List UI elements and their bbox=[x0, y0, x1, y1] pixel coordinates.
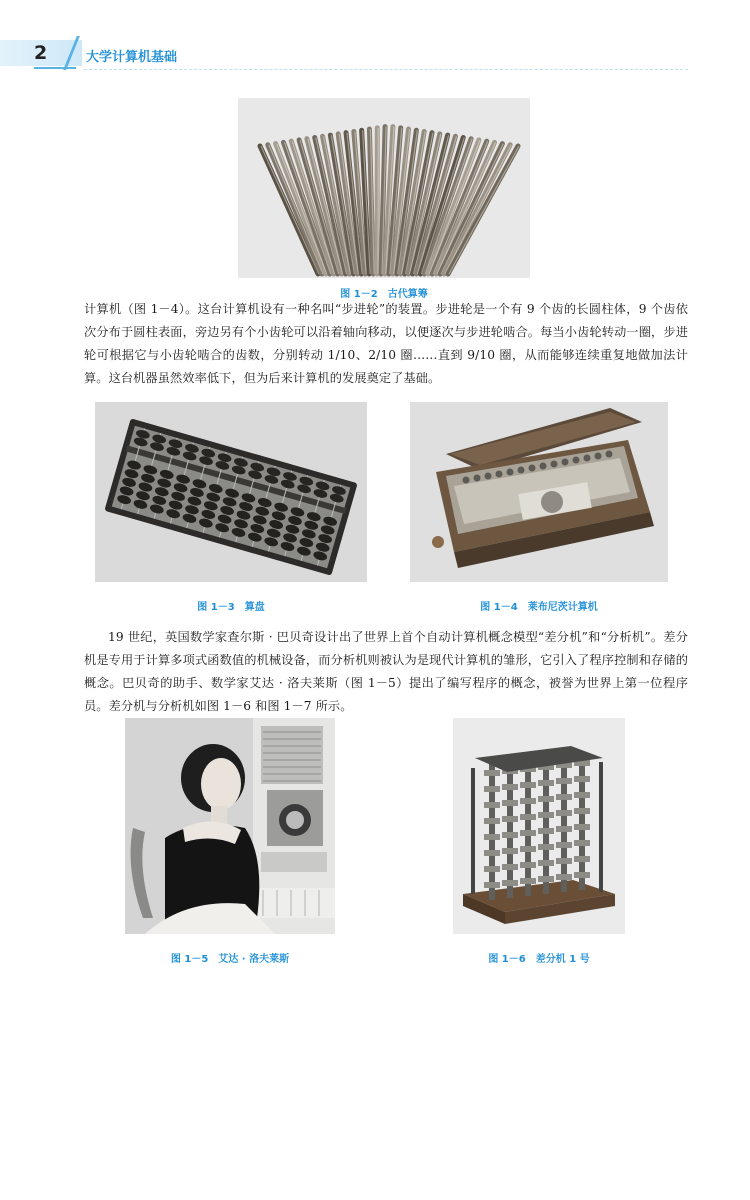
figure-leibniz-calculator bbox=[410, 402, 668, 582]
book-title: 大学计算机基础 bbox=[86, 50, 178, 65]
figure-difference-engine bbox=[453, 718, 625, 934]
figure-caption-1-4: 图 1－4 莱布尼茨计算机 bbox=[480, 602, 598, 613]
figure-caption-1-3: 图 1－3 算盘 bbox=[197, 602, 265, 613]
page-number: 2 bbox=[34, 42, 48, 64]
figure-ada-lovelace bbox=[125, 718, 335, 934]
figure-abacus bbox=[95, 402, 367, 582]
figure-caption-1-6: 图 1－6 差分机 1 号 bbox=[488, 954, 590, 965]
figure-caption-1-2: 图 1－2 古代算筹 bbox=[340, 289, 428, 300]
figure-caption-1-5: 图 1－5 艾达 · 洛夫莱斯 bbox=[170, 954, 290, 965]
body-paragraph-1 bbox=[84, 298, 688, 390]
header-divider bbox=[84, 69, 688, 70]
body-paragraph-2 bbox=[84, 626, 688, 718]
paragraph-text: 19 世纪，英国数学家查尔斯 · 巴贝奇设计出了世界上首个自动计算机概念模型“差分机”和“分析机”。差分机是专用于计算多项式函数值的机械设备，而分析机则被认为是现代计算机的雏形，它引入了程序控制和存储的概念。巴贝奇的助手、数学家艾达 · 洛夫莱斯（图 1－5）提出了编写程序的概念，被誉为世界上第一位程序员。差分机与分析机如图 1－6 和图 1－7 所示。 bbox=[84, 630, 688, 713]
paragraph-text: 计算机（图 1－4）。这台计算机设有一种名叫“步进轮”的装置。步进轮是一个有 9 个齿的长圆柱体，9 个齿依次分布于圆柱表面，旁边另有个小齿轮可以沿着轴向移动，以便逐次与步进轮啮合。每当小齿轮转动一圈，步进轮可根据它与小齿轮啮合的齿数，分别转动 1/10、2/10 圈……直到 9/10 圈，从而能够连续重复地做加法计算。这台机器虽然效率低下，但为后来计算机的发展奠定了基础。 bbox=[84, 302, 688, 385]
header-underline bbox=[34, 67, 76, 69]
figure-counting-rods bbox=[238, 98, 530, 278]
